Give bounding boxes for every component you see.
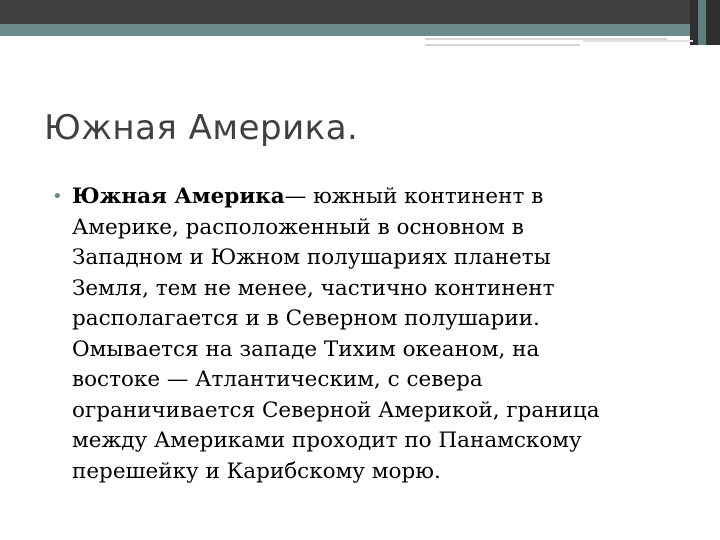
decor-line (583, 40, 693, 42)
bullet-line (72, 182, 682, 213)
top-decor-band (0, 0, 720, 24)
bullet-line-text: Омывается на западе Тихим океаном, на (72, 336, 540, 362)
bullet-line-text: ограничивается Северной Америкой, граница (72, 397, 600, 423)
bullet-item (52, 182, 682, 487)
bullet-line-text: Земля, тем не менее, частично континент (72, 275, 555, 301)
bullet-list (52, 182, 682, 487)
bullet-line-text: между Америками проходит по Панамскому (72, 428, 582, 453)
bullet-marker-icon: • (52, 186, 63, 207)
bullet-term: Южная Америка (72, 184, 285, 209)
bullet-line-text: перешейку и Карибскому морю. (72, 458, 441, 484)
top-decor-accent-band (0, 24, 720, 36)
slide-title: Южная Америка. (44, 108, 359, 148)
bullet-line-text: располагается и в Северном полушарии. (72, 306, 540, 331)
corner-decor-stripe (698, 0, 706, 45)
decor-line (425, 44, 580, 46)
bullet-line-text: Америке, расположенный в основном в (72, 214, 524, 240)
bullet-line-text: — южный континент в (284, 184, 544, 209)
bullet-line-text: востоке — Атлантическим, с севера (72, 367, 483, 392)
bullet-line-text: Западном и Южном полушариях планеты (72, 245, 551, 270)
